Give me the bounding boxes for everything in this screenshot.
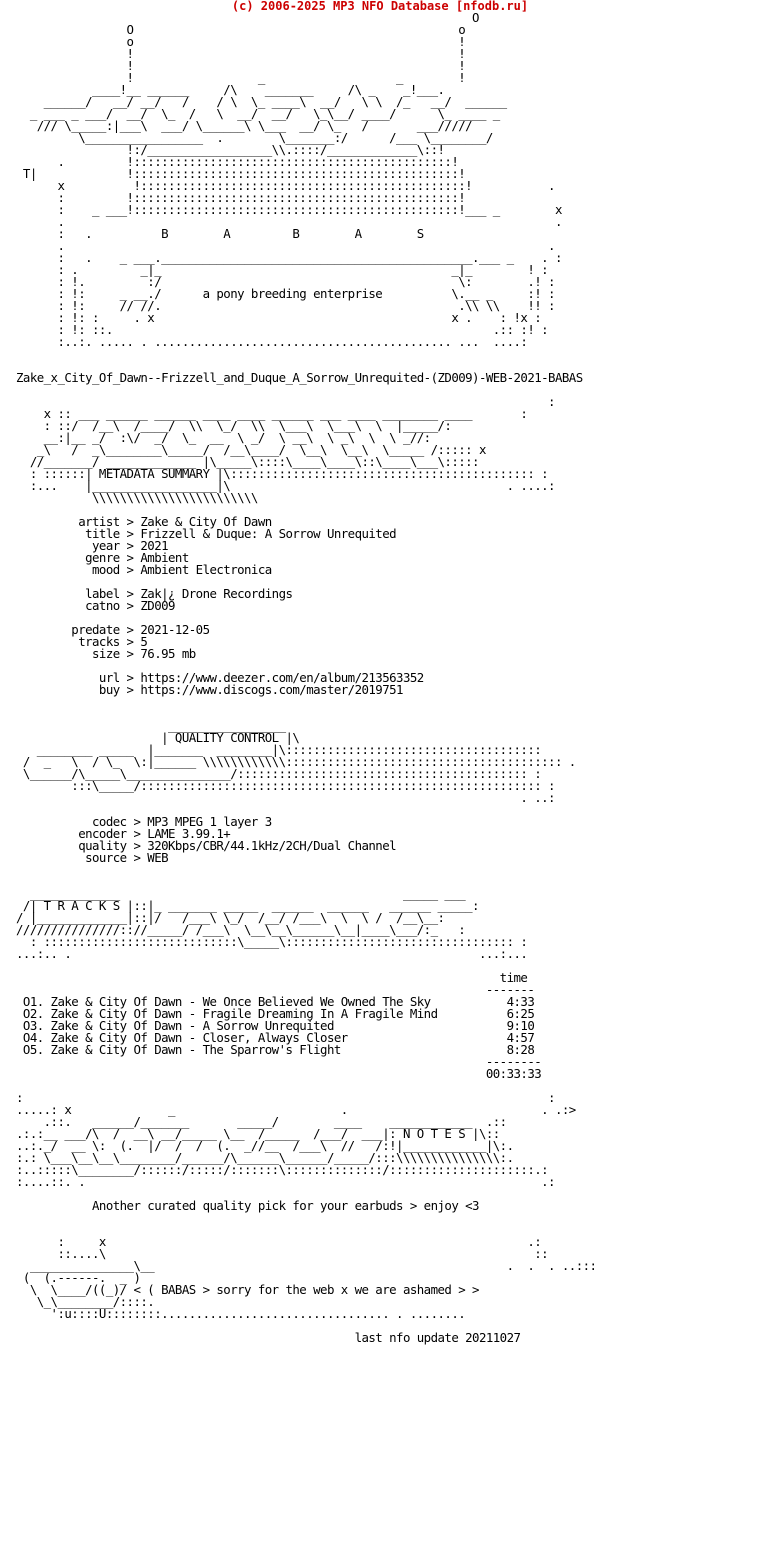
nfo-document: O O o o ! ! ! ! ! ! _ _ ! ____!__ ______ /\ _______ /\ _ _!___. ______/ __/ __/ / / \ \_ ____\ __/ \ \ /_ __/ ______ _ ___ _ ___/ __/ \_ / \ __/ __/ \_\__/ ____/ \_ ____ _ /// \_____:|___\ ___/ \______\ \___ __/ \_ / ___///// \_________________ . \_______:/ /___ \________/ !:/__________________\\.::::/_____________\::! . !::::::::::::::::::::::::::::::::::::::::::::::! T| !:::::::::::::::::::::::::::::::::::::::::::::::! x !:::::::::::::::::::::::::::::::::::::::::::::::! . : !:::::::::::::::::::::::::::::::::::::::::::::::! : _ ___!:::::::::::::::::::::::::::::::::::::::::::::::!___ _ x . . : . B A B A S . . : . _ ___._____________________________________________.___ _ . : : . _|_ _|_ ! : : !. :/ \: .! : : !: _ __./ a pony breeding enterprise \.__ _ :! : : !: // //. .\\ \\ !! : : !: : . x x . : !x : : !: ::. .:: :! : :..:. ..... . ........................................... ... ....: Zake_x_City_Of_Dawn--Frizzell_and_Duque_A_Sorrow_Unrequited-(ZD009)-WEB-2021-BABAS : x :: ___ ______ ______ ____ ____ ______ ___ ____ ________ ____ : : ::/ /__\ /____/ \\ \_/ \\ \___\ \___\ \ |_____/: __:|__ _/ :\/ _/ \_ __ \ _/ \ __\ \ _\ \ \ _//: _\ / _\________\_____/ /__\____/ \__\ \__\ \_____ /::::: x //_______/ _____________ |\_____\::::\____\____\::\____\___\::::: : ::::::| METADATA SUMMARY |\:::::::::::::::::::::::::::::::::::::::::::: : :... |__________________|\ . ....: \\\\\\\\\\\\\\\\\\\\\\\\ artist > Zake & City Of Dawn title > Frizzell & Duque: A Sorrow Unrequited year > 2021 genre > Ambient mood > Ambient Electronica label > Zak|¿ Drone Recordings catno > ZD009 predate > 2021-12-05 tracks > 5 size > 76.95 mb url > https://www.deezer.com/en/album/213563352 buy > https://www.discogs.com/master/2019751 _________________ | QUALITY CONTROL |\ ________ _____ |_______ ________|\::::::::::::::::::::::::::::::::::::: / _ \ / \_ \:|______ \\\\\\\\\\\\:::::::::::::::::::::::::::::::::::::::: . \______/\_____\_______________/:::::::::::::::::::::::::::::::::::::::::: : :::\_____/:::::::::::::::::::::::::::::::::::::::::::::::::::::::::: : . ..: codec > MP3 MPEG 1 layer 3 encoder > LAME 3.99.1+ quality > 320Kbps/CBR/44.1kHz/2CH/Dual Channel source > WEB _____________ _____ ___ /| T R A C K S |::|_ _______ _____ ______ ______ ______ _____: / |_____________|::|/ /___\ \_/ /__/ /___\ \ \ / /__\__: ///////////////:://_____/ /___\ \__\__\______\__|____\___/:_ : : ::::::::::::::::::::::::::::\_____\::::::::::::::::::::::::::::::::: : ...:.. . ...:... time ------- O1. Zake & City Of Dawn - We Once Believed We Owned The Sky 4:33 O2. Zake & City Of Dawn - Fragile Dreaming In A Fragile Mind 6:25 O3. Zake & City Of Dawn - A Sorrow Unrequited 9:10 O4. Zake & City Of Dawn - Closer, Always Closer 4:57 O5. Zake & City Of Dawn - The Sparrow's Flight 8:28 -------- 00:33:33 : : .....: x _ . . .:> .::. ______/_______ _____/ ____ ____________ .:: .:.:__ ___/\ / __\ __/_____ \__ /_____ /___/ ___|: N O T E S |\:: ..:._/ __ \: (. |/ / / (. _//__ /___\ // /:!|____________|\:. :.: \___\__\__\________/______/\______\______/_____/:::\\\\\\\\\\\\\\\:. :..:::::\________/::::::/:::::/:::::::\::::::::::::::/:::::::::::::::::::::.: :....::. . .: Another curated quality pick for your earbuds > enjoy <3 : x .: ::....\ :: _______________\__ . . . ..::: ( (.------. _ ) \ \____/((_)/ < ( BABAS > sorry for the web x we are ashamed > > \_\________/::::. ':u::::U::::::::................................. . ........ last nfo update 20211027 bbox=[16, 10, 597, 1345]
nfodb-credit: (c) 2006-2025 MP3 NFO Database [nfodb.ru] bbox=[231, 0, 529, 13]
